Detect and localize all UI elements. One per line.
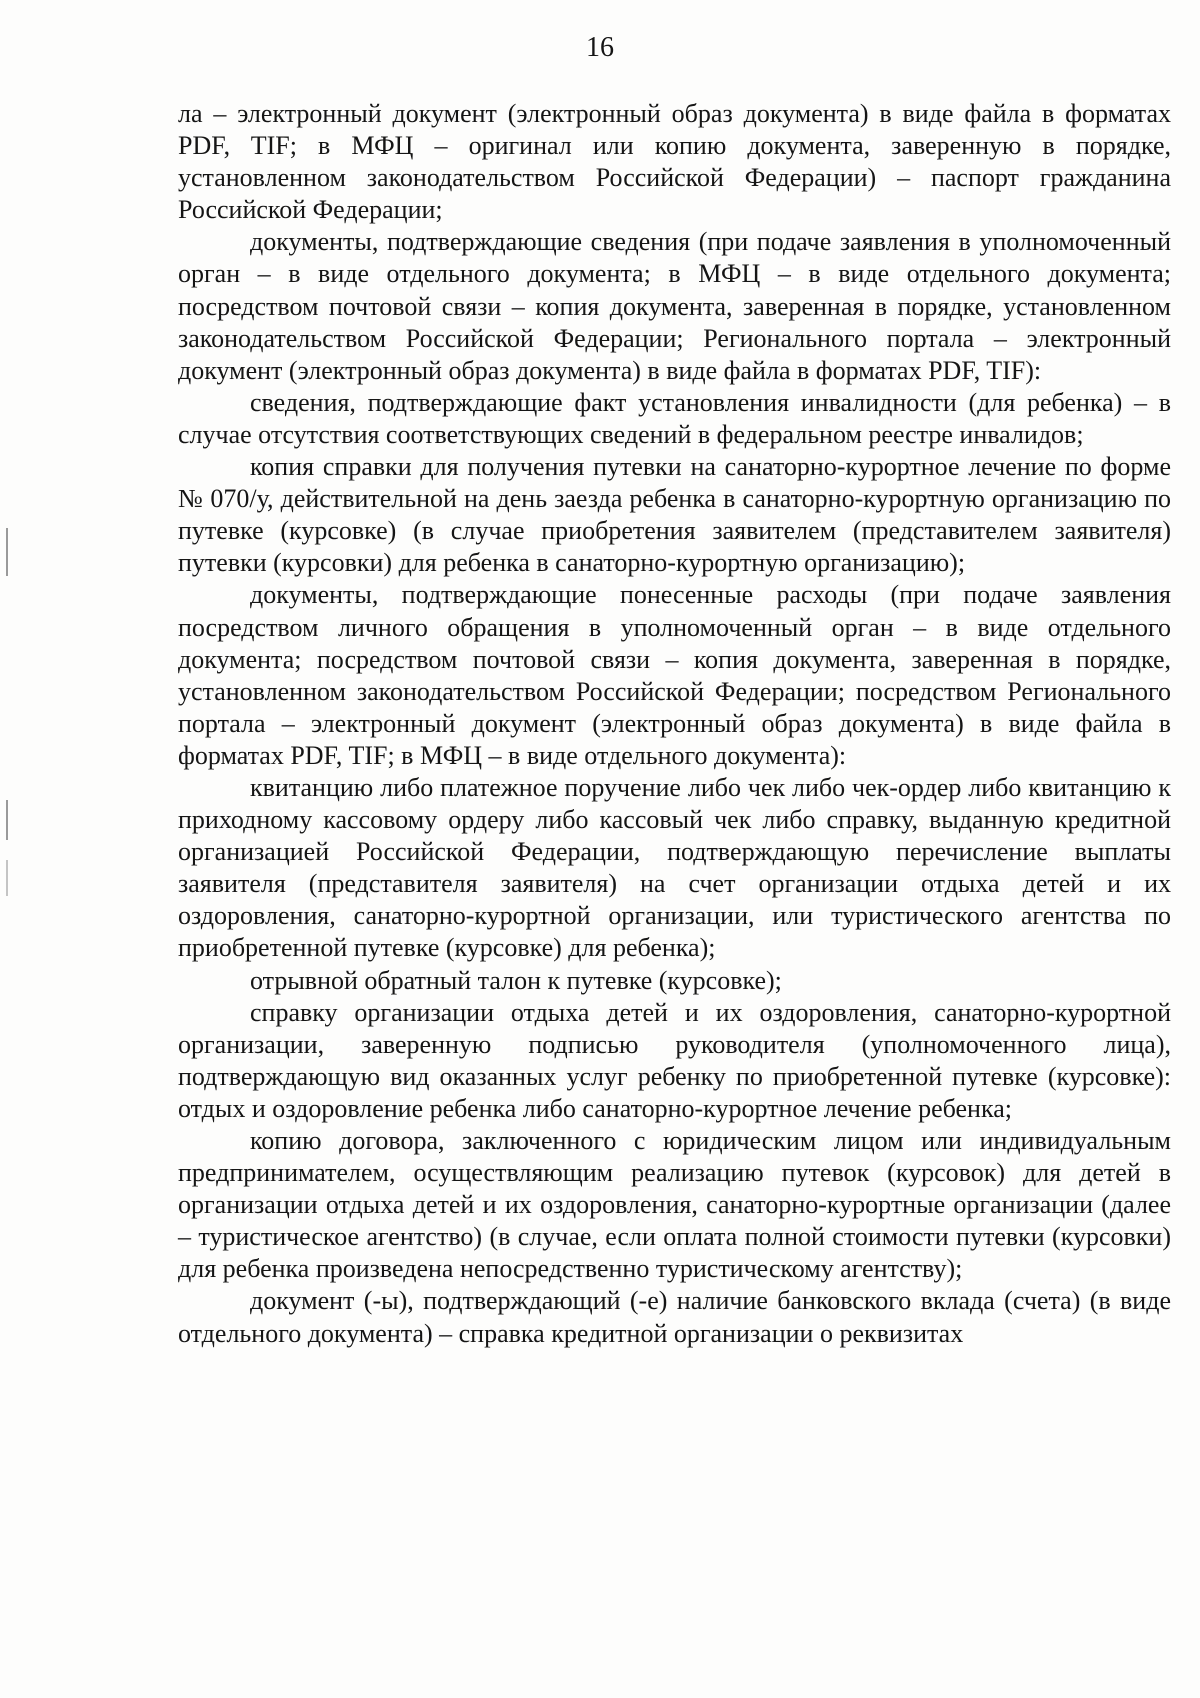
paragraph: квитанцию либо платежное поручение либо чек либо чек-ордер либо квитанцию к приходному кассовому ордеру либо кассовый чек либо справку, выданную кредитной организацией Российской Федерации, подтверждающую перечисление выплаты заявителя (представителя заявителя) на счет организации отдыха детей и их оздоровления, санаторно-курортной организации, или туристического агентства по приобретенной путевке (курсовке) для ребенка); — [178, 772, 1171, 963]
page-number: 16 — [586, 32, 614, 63]
paragraph: справку организации отдыха детей и их оздоровления, санаторно-курортной организации, заверенную подписью руководителя (уполномоченного лица), подтверждающую вид оказанных услуг ребенку по приобретенной путевке (курсовке): отдых и оздоровление ребенка либо санаторно-курортное лечение ребенка; — [178, 997, 1171, 1123]
paragraph: ла – электронный документ (электронный образ документа) в виде файла в форматах PDF, TIF; в МФЦ – оригинал или копию документа, заверенную в порядке, установленном законодательством Российской Федерации) – паспорт гражданина Российской Федерации; — [178, 99, 1171, 225]
paragraph: отрывной обратный талон к путевке (курсовке); — [250, 965, 782, 995]
scan-artifact — [6, 860, 8, 896]
document-body — [178, 98, 1171, 1350]
paragraph: сведения, подтверждающие факт установления инвалидности (для ребенка) – в случае отсутствия соответствующих сведений в федеральном реестре инвалидов; — [178, 387, 1171, 449]
paragraph: документы, подтверждающие понесенные расходы (при подаче заявления посредством личного обращения в уполномоченный орган – в виде отдельного документа; посредством почтовой связи – копия документа, заверенная в порядке, установленном законодательством Российской Федерации; посредством Регионального портала – электронный документ (электронный образ документа) в виде файла в форматах PDF, TIF; в МФЦ – в виде отдельного документа): — [178, 580, 1171, 770]
scan-artifact — [6, 528, 8, 576]
paragraph: документ (-ы), подтверждающий (-е) наличие банковского вклада (счета) (в виде отдельного документа) – справка кредитной организации о реквизитах — [178, 1286, 1171, 1348]
scan-artifact — [6, 800, 8, 840]
paragraph: копию договора, заключенного с юридическим лицом или индивидуальным предпринимателем, осуществляющим реализацию путевок (курсовок) для детей в организации отдыха детей и их оздоровления, санаторно-курортные организации (далее – туристическое агентство) (в случае, если оплата полной стоимости путевки (курсовки) для ребенка произведена непосредственно туристическому агентству); — [178, 1126, 1171, 1284]
paragraph: документы, подтверждающие сведения (при подаче заявления в уполномоченный орган – в виде отдельного документа; в МФЦ – в виде отдельного документа; посредством почтовой связи – копия документа, заверенная в порядке, установленном законодательством Российской Федерации; Регионального портала – электронный документ (электронный образ документа) в виде файла в форматах PDF, TIF): — [178, 227, 1171, 385]
paragraph: копия справки для получения путевки на санаторно-курортное лечение по форме № 070/у, действительной на день заезда ребенка в санаторно-курортную организацию по путевке (курсовке) (в случае приобретения заявителем (представителем заявителя) путевки (курсовки) для ребенка в санаторно-курортную организацию); — [178, 452, 1171, 578]
